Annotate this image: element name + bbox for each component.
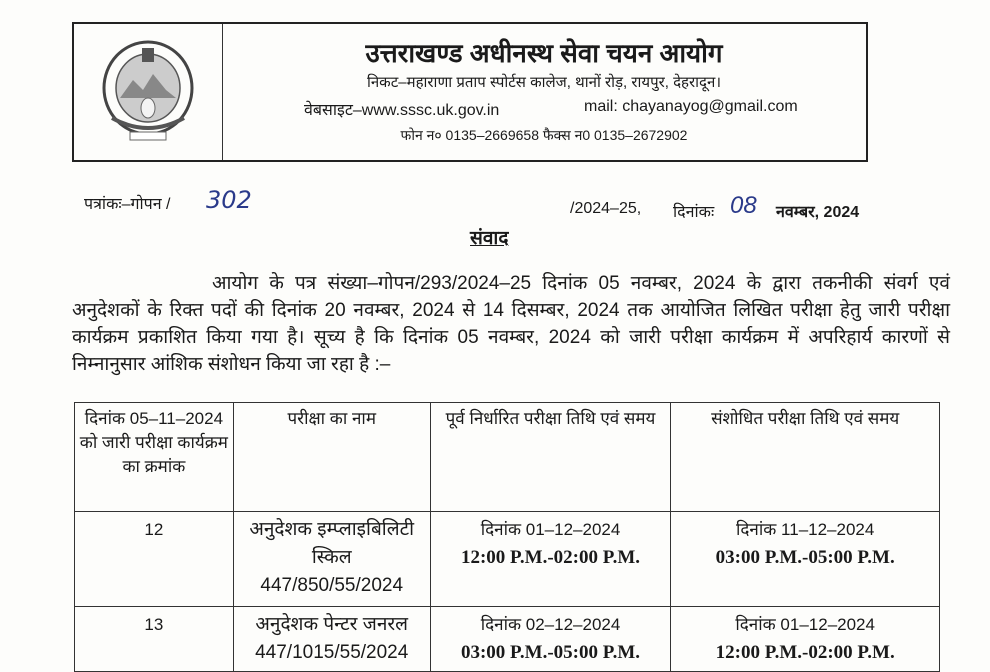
header-exam-name: परीक्षा का नाम — [233, 403, 430, 512]
reference-number: 302 — [206, 186, 252, 214]
reference-year: /2024–25, — [570, 200, 642, 217]
commission-seal-logo — [98, 38, 198, 144]
serial: 13 — [75, 607, 234, 672]
body-paragraph: आयोग के पत्र संख्या–गोपन/293/2024–25 दिनांक 05 नवम्बर, 2024 के द्वारा तकनीकी संवर्ग एवं अनुदेशकों के रिक्त पदों की दिनांक 20 नवम्बर, 2024 से 14 दिसम्बर, 2024 तक आयोजित लिखित परीक्षा हेतु जारी परीक्षा कार्यक्रम प्रकाशित किया गया है। सूच्य है कि दिनांक 05 नवम्बर, 2024 को जारी परीक्षा कार्यक्रम में अपरिहार्य कारणों से निम्नानुसार आंशिक संशोधन किया जा रहा है :– — [72, 273, 950, 375]
new-date: दिनांक 11–12–2024 — [736, 520, 875, 539]
new-time: 03:00 P.M.-05:00 P.M. — [715, 547, 895, 568]
website: वेबसाइट–www.sssc.uk.gov.in — [304, 102, 500, 119]
old-time: 03:00 P.M.-05:00 P.M. — [460, 642, 641, 663]
old-schedule — [430, 512, 671, 607]
exam-name — [233, 512, 430, 607]
date-label: दिनांकः — [673, 204, 715, 221]
header-old-schedule: पूर्व निर्धारित परीक्षा तिथि एवं समय — [430, 403, 671, 512]
exam-title: अनुदेशक इम्प्लाइबिलिटी स्किल — [249, 519, 415, 568]
table-row — [75, 512, 940, 607]
date-day: 08 — [730, 192, 757, 219]
new-schedule — [671, 512, 940, 607]
subject-heading: संवाद — [470, 228, 509, 249]
logo-box — [74, 24, 223, 160]
serial: 12 — [75, 512, 234, 607]
new-date: दिनांक 01–12–2024 — [735, 615, 875, 634]
org-name: उत्तराखण्ड अधीनस्थ सेवा चयन आयोग — [365, 38, 723, 68]
old-date: दिनांक 01–12–2024 — [480, 520, 621, 539]
new-time: 12:00 P.M.-02:00 P.M. — [715, 642, 895, 663]
old-time: 12:00 P.M.-02:00 P.M. — [460, 547, 641, 568]
address: निकट–महाराणा प्रताप स्पोर्टस कालेज, थानों रोड़, रायपुर, देहरादून। — [366, 74, 722, 91]
exam-code: 447/850/55/2024 — [260, 575, 404, 596]
table-header-row — [75, 403, 940, 512]
header-serial: दिनांक 05–11–2024 को जारी परीक्षा कार्यक्रम का क्रमांक — [75, 403, 234, 512]
phone-fax: फोन न० 0135–2669658 फैक्स न0 0135–2672902 — [400, 127, 688, 143]
date-month-year: नवम्बर, 2024 — [776, 204, 860, 221]
exam-code: 447/1015/55/2024 — [255, 642, 409, 663]
email: mail: chayanayog@gmail.com — [584, 98, 798, 115]
letterhead — [72, 22, 868, 162]
schedule-table — [74, 402, 940, 672]
reference-label: पत्रांकः–गोपन / — [84, 196, 171, 213]
exam-title: अनुदेशक पेन्टर जनरल — [255, 614, 409, 635]
header-new-schedule: संशोधित परीक्षा तिथि एवं समय — [671, 403, 940, 512]
old-date: दिनांक 02–12–2024 — [480, 615, 621, 634]
